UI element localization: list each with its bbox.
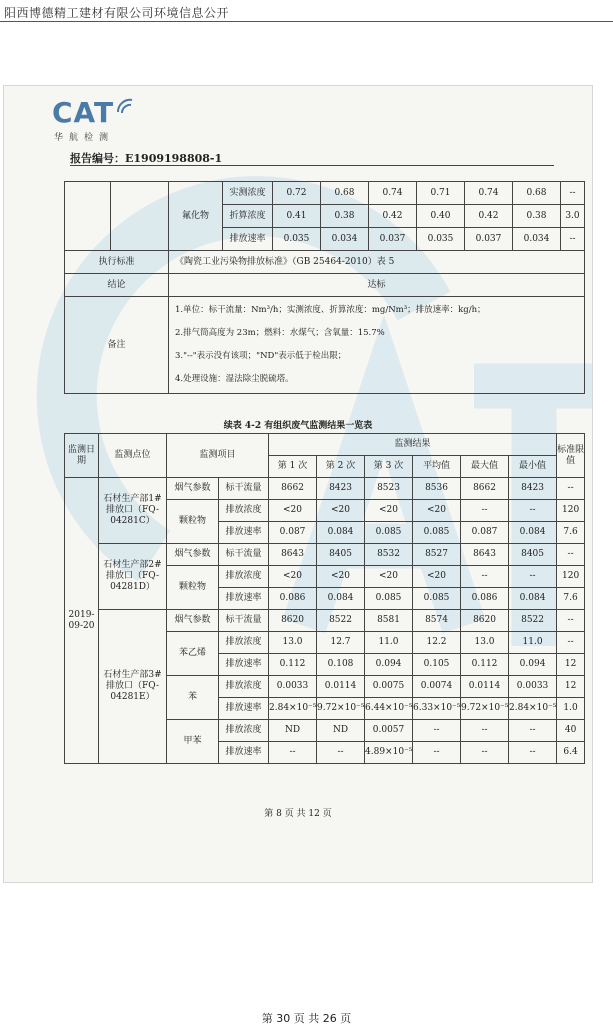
value-cell: --: [461, 500, 509, 522]
value-cell: 0.085: [365, 522, 413, 544]
remark-line: 1.单位：标干流量：Nm³/h；实测浓度、折算浓度：mg/Nm³；排放速率：kg/h；: [175, 305, 486, 315]
conclusion-value: 达标: [169, 274, 585, 297]
item-cell: 排放浓度: [219, 676, 269, 698]
standard-value: 《陶瓷工业污染物排放标准》（GB 25464-2010）表 5: [169, 251, 585, 274]
value-cell: 0.71: [417, 182, 465, 205]
value-cell: 0.42: [369, 205, 417, 228]
value-cell: <20: [269, 500, 317, 522]
value-cell: 2.84×10⁻⁵: [509, 698, 557, 720]
value-cell: <20: [365, 566, 413, 588]
group-cell: 烟气参数: [167, 478, 219, 500]
limit-cell: 120: [557, 500, 585, 522]
group-cell: 烟气参数: [167, 610, 219, 632]
value-cell: 0.38: [321, 205, 369, 228]
limit-cell: 3.0: [561, 205, 585, 228]
value-cell: 0.034: [513, 228, 561, 251]
item-cell: 排放速率: [219, 588, 269, 610]
value-cell: 0.085: [413, 522, 461, 544]
limit-cell: 7.6: [557, 522, 585, 544]
value-cell: 0.112: [269, 654, 317, 676]
value-cell: 11.0: [509, 632, 557, 654]
value-cell: <20: [317, 500, 365, 522]
standard-row: [65, 251, 585, 274]
inner-page-number: 第 8 页 共 12 页: [264, 809, 332, 819]
value-cell: 8662: [461, 478, 509, 500]
report-number: 报告编号：E1909198808-1: [70, 152, 223, 165]
value-cell: --: [269, 742, 317, 764]
value-cell: 0.085: [365, 588, 413, 610]
value-cell: 0.0114: [317, 676, 365, 698]
group-cell: 烟气参数: [167, 544, 219, 566]
point-name-cell: 石材生产部3#排放口（FQ-04281E）: [99, 610, 167, 764]
item-cell: 排放浓度: [219, 566, 269, 588]
limit-cell: --: [557, 478, 585, 500]
subheader-cell: 第 3 次: [365, 456, 413, 478]
pollutant-cell: 颗粒物: [167, 500, 219, 544]
value-cell: 8662: [269, 478, 317, 500]
value-cell: 0.112: [461, 654, 509, 676]
point-name-cell: 石材生产部1#排放口（FQ-04281C）: [99, 478, 167, 544]
table-row: [65, 610, 585, 632]
header-limit: 标准限值: [557, 434, 585, 478]
value-cell: 8581: [365, 610, 413, 632]
report-number-underline: [70, 165, 554, 166]
emission-results-table: [64, 433, 585, 764]
signal-icon: [112, 96, 142, 116]
pollutant-cell: 甲苯: [167, 720, 219, 764]
value-cell: --: [461, 720, 509, 742]
item-cell: 标干流量: [219, 478, 269, 500]
table-row: [65, 544, 585, 566]
limit-cell: --: [557, 632, 585, 654]
limit-cell: --: [557, 544, 585, 566]
value-cell: 0.084: [317, 588, 365, 610]
value-cell: 8643: [461, 544, 509, 566]
value-cell: --: [509, 500, 557, 522]
value-cell: --: [509, 742, 557, 764]
value-cell: 0.0033: [269, 676, 317, 698]
item-cell: 排放速率: [219, 698, 269, 720]
subheader-cell: 第 2 次: [317, 456, 365, 478]
value-cell: 0.085: [413, 588, 461, 610]
value-cell: <20: [413, 566, 461, 588]
site-title: 阳西博德精工建材有限公司环境信息公开: [4, 6, 230, 20]
remarks-row: [65, 297, 585, 394]
subheader-cell: 第 1 次: [269, 456, 317, 478]
item-cell: 排放浓度: [219, 632, 269, 654]
value-cell: 0.037: [369, 228, 417, 251]
point-cell-continued: [111, 182, 169, 251]
value-cell: 8423: [317, 478, 365, 500]
header-divider: [0, 21, 613, 22]
value-cell: 8574: [413, 610, 461, 632]
remarks-body: [169, 297, 585, 394]
limit-cell: --: [561, 228, 585, 251]
scanned-report-page: [4, 86, 592, 882]
point-name-cell: 石材生产部2#排放口（FQ-04281D）: [99, 544, 167, 610]
value-cell: 0.108: [317, 654, 365, 676]
value-cell: 0.037: [465, 228, 513, 251]
item-cell: 标干流量: [219, 544, 269, 566]
item-cell: 排放浓度: [219, 500, 269, 522]
value-cell: 0.035: [273, 228, 321, 251]
value-cell: 8620: [269, 610, 317, 632]
value-cell: <20: [269, 566, 317, 588]
value-cell: 9.72×10⁻⁵: [317, 698, 365, 720]
limit-cell: 1.0: [557, 698, 585, 720]
value-cell: 0.40: [417, 205, 465, 228]
value-cell: 0.087: [269, 522, 317, 544]
value-cell: 6.44×10⁻⁵: [365, 698, 413, 720]
item-cell: 排放速率: [219, 654, 269, 676]
value-cell: --: [413, 742, 461, 764]
value-cell: 0.084: [509, 522, 557, 544]
limit-cell: 7.6: [557, 588, 585, 610]
value-cell: 0.0114: [461, 676, 509, 698]
value-cell: 8522: [317, 610, 365, 632]
logo-subtitle: 华航检测: [54, 133, 115, 143]
page-footer: 第 30 页 共 26 页: [261, 1012, 352, 1025]
value-cell: 8423: [509, 478, 557, 500]
value-cell: 0.0033: [509, 676, 557, 698]
value-cell: --: [317, 742, 365, 764]
value-cell: 0.68: [321, 182, 369, 205]
subheader-cell: 平均值: [413, 456, 461, 478]
value-cell: 0.086: [269, 588, 317, 610]
header-date: 监测日期: [65, 434, 99, 478]
value-cell: 0.74: [369, 182, 417, 205]
item-cell: 排放浓度: [219, 720, 269, 742]
value-cell: 8523: [365, 478, 413, 500]
value-cell: 0.0075: [365, 676, 413, 698]
pollutant-cell: 苯乙烯: [167, 632, 219, 676]
value-cell: 0.0074: [413, 676, 461, 698]
value-cell: <20: [365, 500, 413, 522]
limit-cell: --: [561, 182, 585, 205]
value-cell: 0.034: [321, 228, 369, 251]
remarks-label: 备注: [65, 297, 169, 394]
value-cell: 0.38: [513, 205, 561, 228]
header-row: [65, 434, 585, 456]
value-cell: 6.33×10⁻⁵: [413, 698, 461, 720]
item-cell: 折算浓度: [223, 205, 273, 228]
fluoride-results-table: [64, 181, 585, 394]
company-logo: [52, 96, 142, 146]
value-cell: ND: [269, 720, 317, 742]
date-cell: 2019-09-20: [65, 478, 99, 764]
conclusion-row: [65, 274, 585, 297]
conclusion-label: 结论: [65, 274, 169, 297]
date-cell-continued: [65, 182, 111, 251]
remark-line: 2.排气筒高度为 23m；燃料：水煤气；含氧量：15.7%: [175, 328, 385, 338]
value-cell: 0.105: [413, 654, 461, 676]
value-cell: --: [461, 742, 509, 764]
value-cell: 4.89×10⁻⁵: [365, 742, 413, 764]
value-cell: ND: [317, 720, 365, 742]
value-cell: 0.72: [273, 182, 321, 205]
value-cell: 0.74: [465, 182, 513, 205]
value-cell: 0.084: [317, 522, 365, 544]
value-cell: 0.084: [509, 588, 557, 610]
value-cell: 13.0: [461, 632, 509, 654]
value-cell: 8405: [509, 544, 557, 566]
value-cell: <20: [317, 566, 365, 588]
value-cell: 0.094: [365, 654, 413, 676]
item-cell: 排放速率: [219, 522, 269, 544]
value-cell: 8532: [365, 544, 413, 566]
limit-cell: 12: [557, 654, 585, 676]
value-cell: 13.0: [269, 632, 317, 654]
value-cell: <20: [413, 500, 461, 522]
header-point: 监测点位: [99, 434, 167, 478]
value-cell: 8527: [413, 544, 461, 566]
pollutant-cell: 氟化物: [169, 182, 223, 251]
remark-line: 3."--"表示没有该项；"ND"表示低于检出限；: [175, 351, 347, 361]
value-cell: 8522: [509, 610, 557, 632]
value-cell: --: [413, 720, 461, 742]
table-caption: 续表 4-2 有组织废气监测结果一览表: [223, 421, 373, 431]
item-cell: 排放速率: [219, 742, 269, 764]
value-cell: 8643: [269, 544, 317, 566]
remark-line: 4.处理设施：湿法除尘脱硫塔。: [175, 374, 294, 384]
limit-cell: 40: [557, 720, 585, 742]
value-cell: 0.42: [465, 205, 513, 228]
value-cell: 9.72×10⁻⁵: [461, 698, 509, 720]
value-cell: 11.0: [365, 632, 413, 654]
limit-cell: --: [557, 610, 585, 632]
value-cell: 2.84×10⁻⁵: [269, 698, 317, 720]
value-cell: --: [509, 720, 557, 742]
limit-cell: 120: [557, 566, 585, 588]
pollutant-cell: 颗粒物: [167, 566, 219, 610]
limit-cell: 12: [557, 676, 585, 698]
value-cell: 12.7: [317, 632, 365, 654]
value-cell: 8405: [317, 544, 365, 566]
value-cell: --: [509, 566, 557, 588]
table-row: [65, 478, 585, 500]
value-cell: 0.086: [461, 588, 509, 610]
item-cell: 实测浓度: [223, 182, 273, 205]
header-item: 监测项目: [167, 434, 269, 478]
subheader-cell: 最小值: [509, 456, 557, 478]
item-cell: 标干流量: [219, 610, 269, 632]
value-cell: 8536: [413, 478, 461, 500]
value-cell: 0.68: [513, 182, 561, 205]
fluoride-row: [65, 182, 585, 205]
value-cell: 0.094: [509, 654, 557, 676]
pollutant-cell: 苯: [167, 676, 219, 720]
site-header: [0, 0, 613, 22]
item-cell: 排放速率: [223, 228, 273, 251]
header-results: 监测结果: [269, 434, 557, 456]
value-cell: 8620: [461, 610, 509, 632]
logo-text: CAT: [52, 96, 115, 129]
value-cell: --: [461, 566, 509, 588]
standard-label: 执行标准: [65, 251, 169, 274]
subheader-cell: 最大值: [461, 456, 509, 478]
value-cell: 0.0057: [365, 720, 413, 742]
value-cell: 0.035: [417, 228, 465, 251]
limit-cell: 6.4: [557, 742, 585, 764]
value-cell: 0.41: [273, 205, 321, 228]
value-cell: 12.2: [413, 632, 461, 654]
value-cell: 0.087: [461, 522, 509, 544]
